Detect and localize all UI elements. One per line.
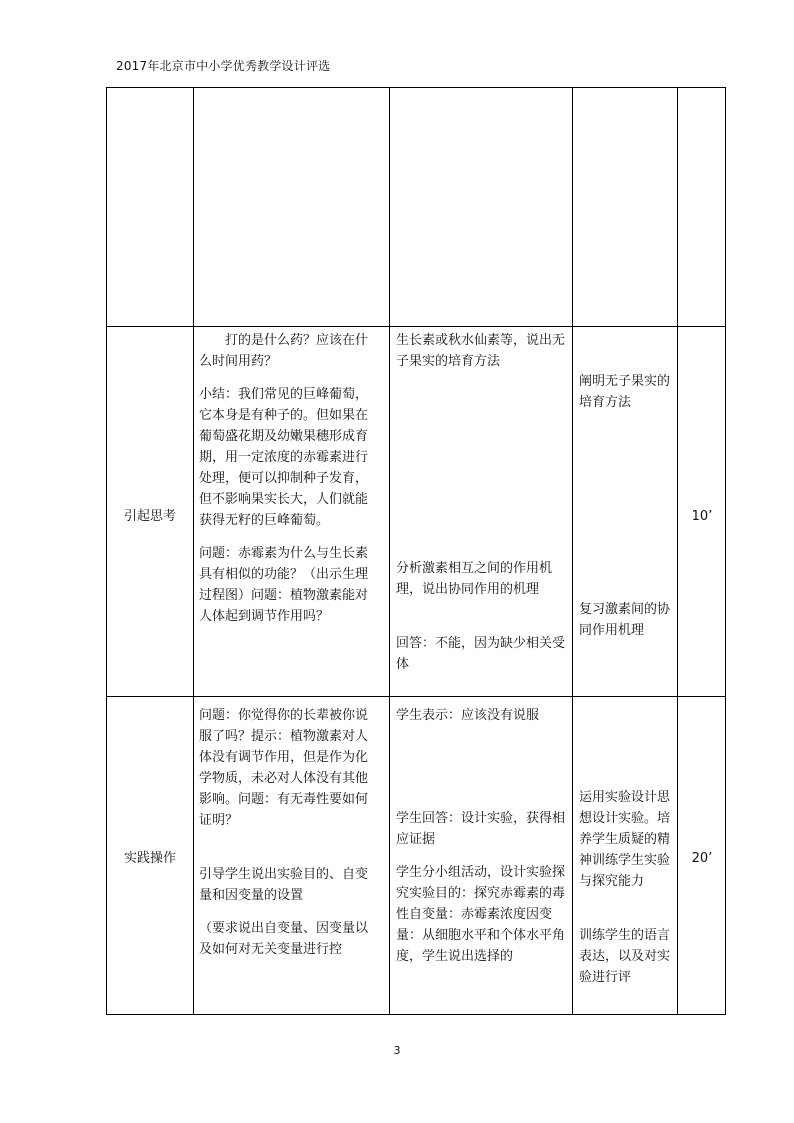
table-border-left: [106, 87, 107, 1015]
intent-text: 训练学生的语言表达，以及对实验进行评: [579, 928, 671, 985]
document-header: 2017年北京市中小学优秀教学设计评选: [116, 59, 331, 73]
student-text: 回答：不能，因为缺少相关受体: [396, 636, 566, 672]
student-activity-cell: [396, 330, 568, 372]
student-text: 生长素或秋水仙素等，说出无子果实的培育方法: [396, 333, 566, 369]
table-divider-3: [572, 87, 573, 1015]
teacher-text: 打的是什么药？应该在什么时间用药？: [199, 333, 369, 369]
teacher-text: 问题：赤霉素为什么与生长素具有相似的功能？（出示生理过程图）问题：植物激素能对人体起到调节作用吗？: [199, 546, 369, 624]
time-label: 10’: [691, 509, 713, 524]
intent-text: 复习激素间的协同作用机理: [579, 602, 671, 638]
design-intent-cell: [579, 787, 671, 988]
design-intent-cell: [579, 371, 671, 413]
intent-text: 运用实验设计思想设计实验。培养学生质疑的精神训练学生实验与探究能力: [579, 790, 671, 889]
teacher-text: （要求说出自变量、因变量以及如何对无关变量进行控: [199, 921, 369, 957]
teacher-text: 引导学生说出实验目的、自变量和因变量的设置: [199, 867, 369, 903]
teacher-text: 小结：我们常见的巨峰葡萄，它本身是有种子的。但如果在葡萄盛花期及幼嫩果穗形成育期，用一定浓度的赤霉素进行处理，便可以抑制种子发育，但不影响果实长大，人们就能获得无籽的巨峰葡萄。: [199, 387, 369, 528]
table-divider-2: [389, 87, 390, 1015]
teacher-activity-cell: [199, 330, 377, 627]
student-text: 分析激素相互之间的作用机理，说出协同作用的机理: [396, 561, 553, 597]
table-border-right: [725, 87, 726, 1015]
student-activity-cell: [396, 705, 568, 726]
time-label: 20’: [691, 851, 713, 866]
stage-label: 实践操作: [123, 851, 176, 866]
stage-label: 引起思考: [123, 509, 176, 524]
table-border-top: [106, 87, 726, 88]
student-activity-cell: [396, 558, 568, 675]
teacher-activity-cell: [199, 705, 377, 960]
page-number: 3: [393, 1044, 401, 1057]
student-text: 学生表示：应该没有说服: [396, 708, 540, 723]
row-divider-1: [106, 326, 726, 327]
student-text: 学生回答：设计实验，获得相应证据: [396, 811, 566, 847]
table-divider-4: [677, 87, 678, 1015]
design-intent-cell: [579, 599, 671, 641]
table-divider-1: [193, 87, 194, 1015]
intent-text: 阐明无子果实的培育方法: [579, 374, 671, 410]
table-border-bottom: [106, 1014, 726, 1015]
student-activity-cell: [396, 808, 568, 967]
teacher-text: 问题：你觉得你的长辈被你说服了吗？提示：植物激素对人体没有调节作用，但是作为化学物质，未必对人体没有其他影响。问题：有无毒性要如何证明？: [199, 708, 369, 828]
student-text: 学生分小组活动，设计实验探究实验目的：探究赤霉素的毒性自变量：赤霉素浓度因变量：从细胞水平和个体水平角度，学生说出选择的: [396, 865, 566, 964]
row-divider-2: [106, 696, 726, 697]
